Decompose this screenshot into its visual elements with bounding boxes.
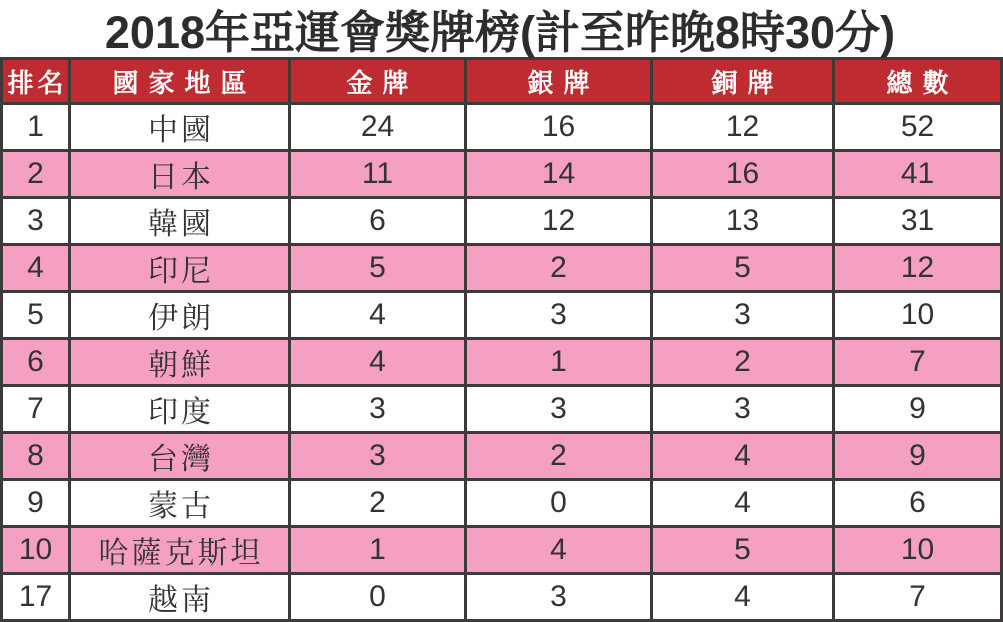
bronze-cell: 4 (652, 574, 834, 621)
gold-cell: 4 (290, 339, 466, 386)
rank-cell: 4 (2, 245, 70, 292)
gold-cell: 6 (290, 198, 466, 245)
gold-cell: 11 (290, 151, 466, 198)
medal-table-body (2, 104, 1002, 621)
total-cell: 7 (834, 339, 1002, 386)
gold-cell: 3 (290, 433, 466, 480)
total-cell: 41 (834, 151, 1002, 198)
silver-cell: 14 (466, 151, 652, 198)
bronze-cell: 3 (652, 386, 834, 433)
bronze-cell: 3 (652, 292, 834, 339)
region-cell: 中國 (70, 104, 290, 151)
total-cell: 12 (834, 245, 1002, 292)
bronze-cell: 5 (652, 527, 834, 574)
bronze-cell: 4 (652, 433, 834, 480)
region-cell: 印尼 (70, 245, 290, 292)
total-cell: 52 (834, 104, 1002, 151)
rank-cell: 7 (2, 386, 70, 433)
total-cell: 31 (834, 198, 1002, 245)
bronze-cell: 12 (652, 104, 834, 151)
total-cell: 10 (834, 292, 1002, 339)
silver-cell: 3 (466, 292, 652, 339)
header-cell-rank: 排名 (2, 59, 70, 104)
table-row (2, 574, 1002, 621)
table-row (2, 527, 1002, 574)
silver-cell: 3 (466, 386, 652, 433)
gold-cell: 3 (290, 386, 466, 433)
table-row (2, 198, 1002, 245)
silver-cell: 2 (466, 433, 652, 480)
table-row (2, 245, 1002, 292)
silver-cell: 0 (466, 480, 652, 527)
rank-cell: 9 (2, 480, 70, 527)
rank-cell: 1 (2, 104, 70, 151)
gold-cell: 1 (290, 527, 466, 574)
header-cell-bronze: 銅牌 (652, 59, 834, 104)
medal-table (0, 57, 1003, 622)
silver-cell: 3 (466, 574, 652, 621)
header-cell-total: 總數 (834, 59, 1002, 104)
total-cell: 9 (834, 386, 1002, 433)
region-cell: 日本 (70, 151, 290, 198)
table-row (2, 386, 1002, 433)
rank-cell: 10 (2, 527, 70, 574)
header-row (2, 59, 1002, 104)
silver-cell: 16 (466, 104, 652, 151)
rank-cell: 5 (2, 292, 70, 339)
silver-cell: 1 (466, 339, 652, 386)
gold-cell: 4 (290, 292, 466, 339)
region-cell: 蒙古 (70, 480, 290, 527)
rank-cell: 17 (2, 574, 70, 621)
region-cell: 朝鮮 (70, 339, 290, 386)
rank-cell: 3 (2, 198, 70, 245)
table-row (2, 480, 1002, 527)
total-cell: 10 (834, 527, 1002, 574)
bronze-cell: 13 (652, 198, 834, 245)
gold-cell: 0 (290, 574, 466, 621)
total-cell: 9 (834, 433, 1002, 480)
bronze-cell: 16 (652, 151, 834, 198)
total-cell: 7 (834, 574, 1002, 621)
title-bar (0, 0, 1000, 57)
rank-cell: 6 (2, 339, 70, 386)
region-cell: 韓國 (70, 198, 290, 245)
bronze-cell: 2 (652, 339, 834, 386)
table-row (2, 339, 1002, 386)
region-cell: 台灣 (70, 433, 290, 480)
region-cell: 印度 (70, 386, 290, 433)
rank-cell: 8 (2, 433, 70, 480)
table-row (2, 104, 1002, 151)
table-row (2, 151, 1002, 198)
bronze-cell: 4 (652, 480, 834, 527)
region-cell: 哈薩克斯坦 (70, 527, 290, 574)
gold-cell: 5 (290, 245, 466, 292)
region-cell: 越南 (70, 574, 290, 621)
bronze-cell: 5 (652, 245, 834, 292)
region-cell: 伊朗 (70, 292, 290, 339)
header-cell-region: 國家地區 (70, 59, 290, 104)
silver-cell: 12 (466, 198, 652, 245)
header-cell-gold: 金牌 (290, 59, 466, 104)
silver-cell: 2 (466, 245, 652, 292)
gold-cell: 24 (290, 104, 466, 151)
page-title: 2018年亞運會獎牌榜(計至昨晚8時30分) (104, 7, 896, 58)
header-cell-silver: 銀牌 (466, 59, 652, 104)
rank-cell: 2 (2, 151, 70, 198)
table-row (2, 433, 1002, 480)
gold-cell: 2 (290, 480, 466, 527)
table-row (2, 292, 1002, 339)
total-cell: 6 (834, 480, 1002, 527)
silver-cell: 4 (466, 527, 652, 574)
